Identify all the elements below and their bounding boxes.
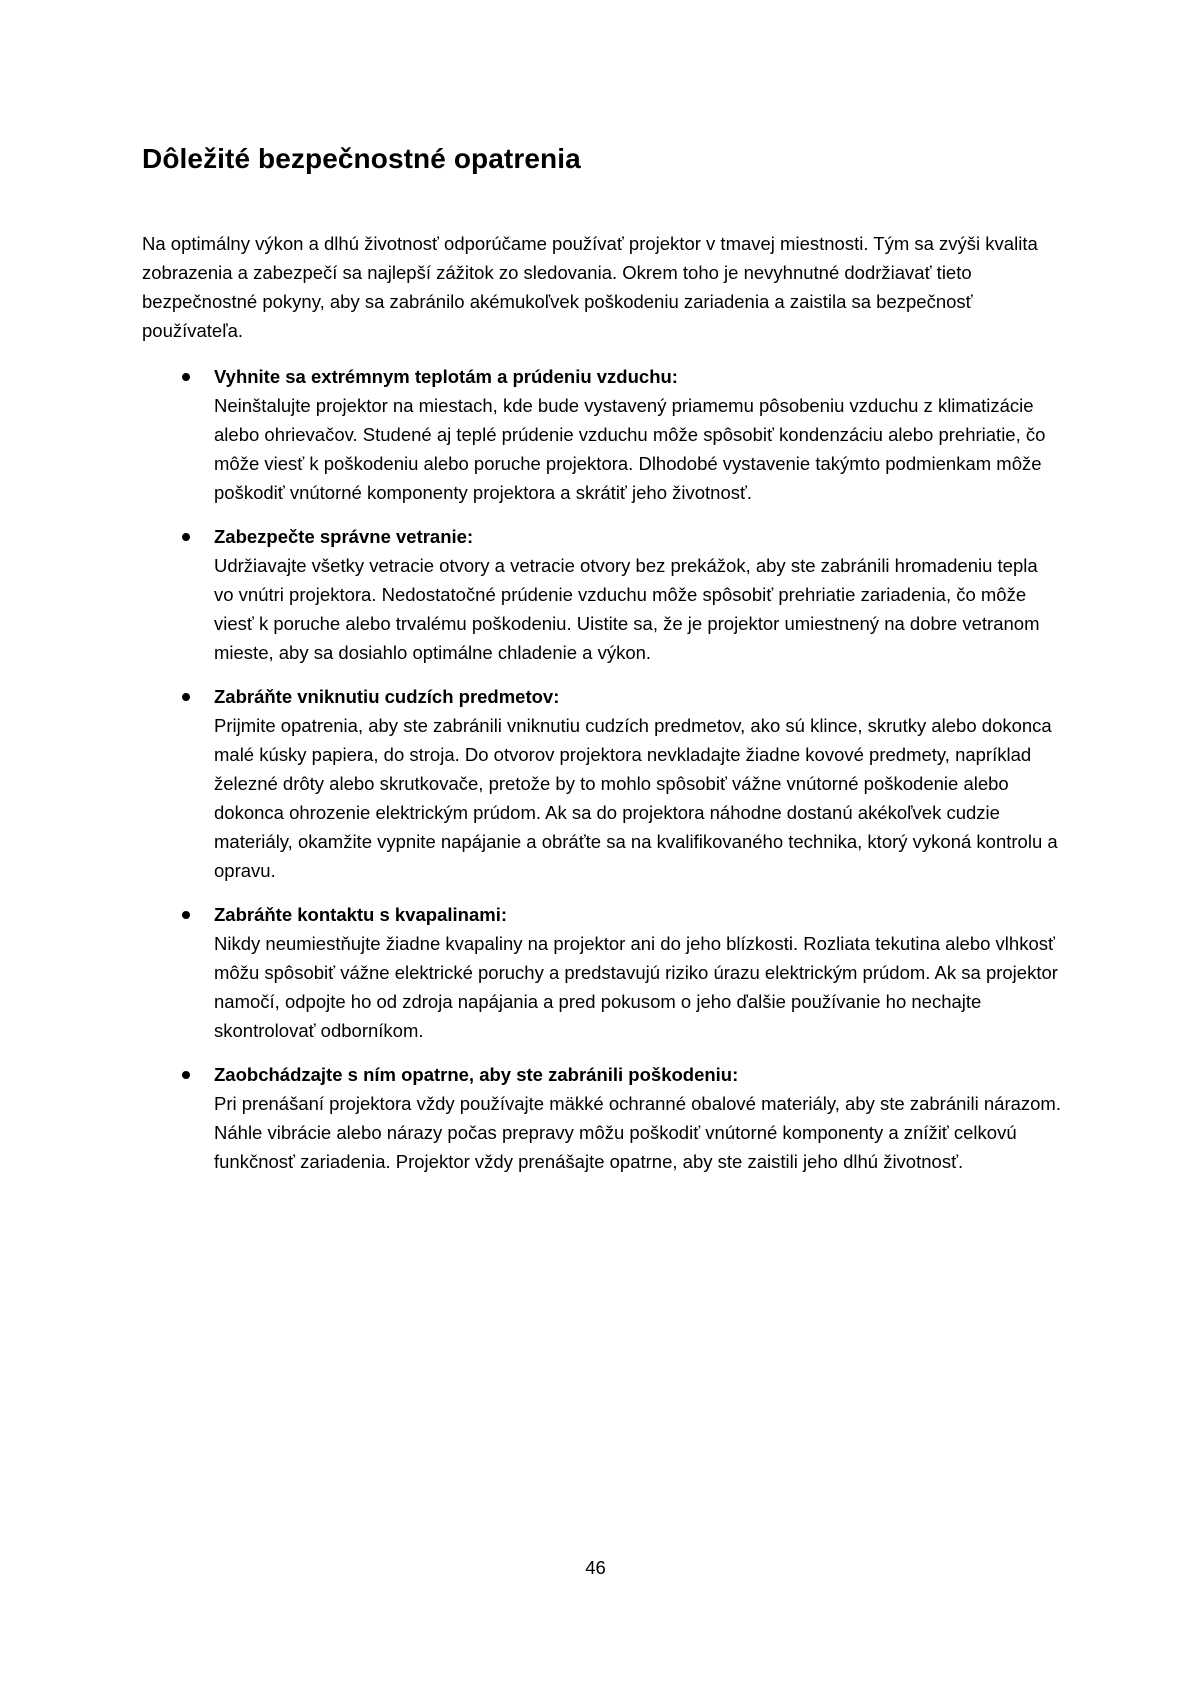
page-title: Dôležité bezpečnostné opatrenia: [142, 143, 581, 174]
list-item-heading: Zabráňte kontaktu s kvapalinami:: [214, 904, 508, 925]
list-item-heading: Vyhnite sa extrémnym teplotám a prúdeniu vzduchu:: [214, 366, 678, 387]
list-item-heading: Zabezpečte správne vetranie:: [214, 526, 474, 547]
safety-list: [142, 362, 1062, 1191]
bullet-icon: [182, 693, 190, 701]
list-item-text: Nikdy neumiestňujte žiadne kvapaliny na projektor ani do jeho blízkosti. Rozliata tekutina alebo vlhkosť môžu spôsobiť vážne elektrické poruchy a predstavujú riziko úrazu elektrickým prúdom. Ak sa projektor namočí, odpojte ho od zdroja napájania a pred pokusom o jeho ďalšie používanie ho nechajte skontrolovať odborníkom.: [214, 933, 1058, 1041]
list-item-heading: Zabráňte vniknutiu cudzích predmetov:: [214, 686, 560, 707]
list-item-text: Pri prenášaní projektora vždy používajte mäkké ochranné obalové materiály, aby ste zabránili nárazom. Náhle vibrácie alebo nárazy počas prepravy môžu poškodiť vnútorné komponenty a znížiť celkovú funkčnosť zariadenia. Projektor vždy prenášajte opatrne, aby ste zaistili jeho dlhú životnosť.: [214, 1093, 1061, 1172]
list-item: [142, 1060, 1062, 1176]
list-item: [142, 682, 1062, 885]
bullet-icon: [182, 533, 190, 541]
list-item-heading: Zaobchádzajte s ním opatrne, aby ste zabránili poškodeniu:: [214, 1064, 739, 1085]
list-item: [142, 362, 1062, 507]
list-item-text: Udržiavajte všetky vetracie otvory a vetracie otvory bez prekážok, aby ste zabránili hromadeniu tepla vo vnútri projektora. Nedostatočné prúdenie vzduchu môže spôsobiť prehriatie zariadenia, čo môže viesť k poruche alebo trvalému poškodeniu. Uistite sa, že je projektor umiestnený na dobre vetranom mieste, aby sa dosiahlo optimálne chladenie a výkon.: [214, 555, 1040, 663]
bullet-icon: [182, 1071, 190, 1079]
list-item: [142, 900, 1062, 1045]
bullet-icon: [182, 373, 190, 381]
list-item: [142, 522, 1062, 667]
list-item-text: Neinštalujte projektor na miestach, kde bude vystavený priamemu pôsobeniu vzduchu z klimatizácie alebo ohrievačov. Studené aj teplé prúdenie vzduchu môže spôsobiť kondenzáciu alebo prehriatie, čo môže viesť k poškodeniu alebo poruche projektora. Dlhodobé vystavenie takýmto podmienkam môže poškodiť vnútorné komponenty projektora a skrátiť jeho životnosť.: [214, 395, 1046, 503]
list-item-text: Prijmite opatrenia, aby ste zabránili vniknutiu cudzích predmetov, ako sú klince, skrutky alebo dokonca malé kúsky papiera, do stroja. Do otvorov projektora nevkladajte žiadne kovové predmety, napríklad železné drôty alebo skrutkovače, pretože by to mohlo spôsobiť vážne vnútorné poškodenie alebo dokonca ohrozenie elektrickým prúdom. Ak sa do projektora náhodne dostanú akékoľvek cudzie materiály, okamžite vypnite napájanie a obráťte sa na kvalifikovaného technika, ktorý vykoná kontrolu a opravu.: [214, 715, 1058, 881]
bullet-icon: [182, 911, 190, 919]
page-number: 46: [585, 1557, 606, 1578]
intro-paragraph: Na optimálny výkon a dlhú životnosť odporúčame používať projektor v tmavej miestnosti. Tým sa zvýši kvalita zobrazenia a zabezpečí sa najlepší zážitok zo sledovania. Okrem toho je nevyhnutné dodržiavať tieto bezpečnostné pokyny, aby sa zabránilo akémukoľvek poškodeniu zariadenia a zaistila sa bezpečnosť používateľa.: [142, 233, 1038, 341]
